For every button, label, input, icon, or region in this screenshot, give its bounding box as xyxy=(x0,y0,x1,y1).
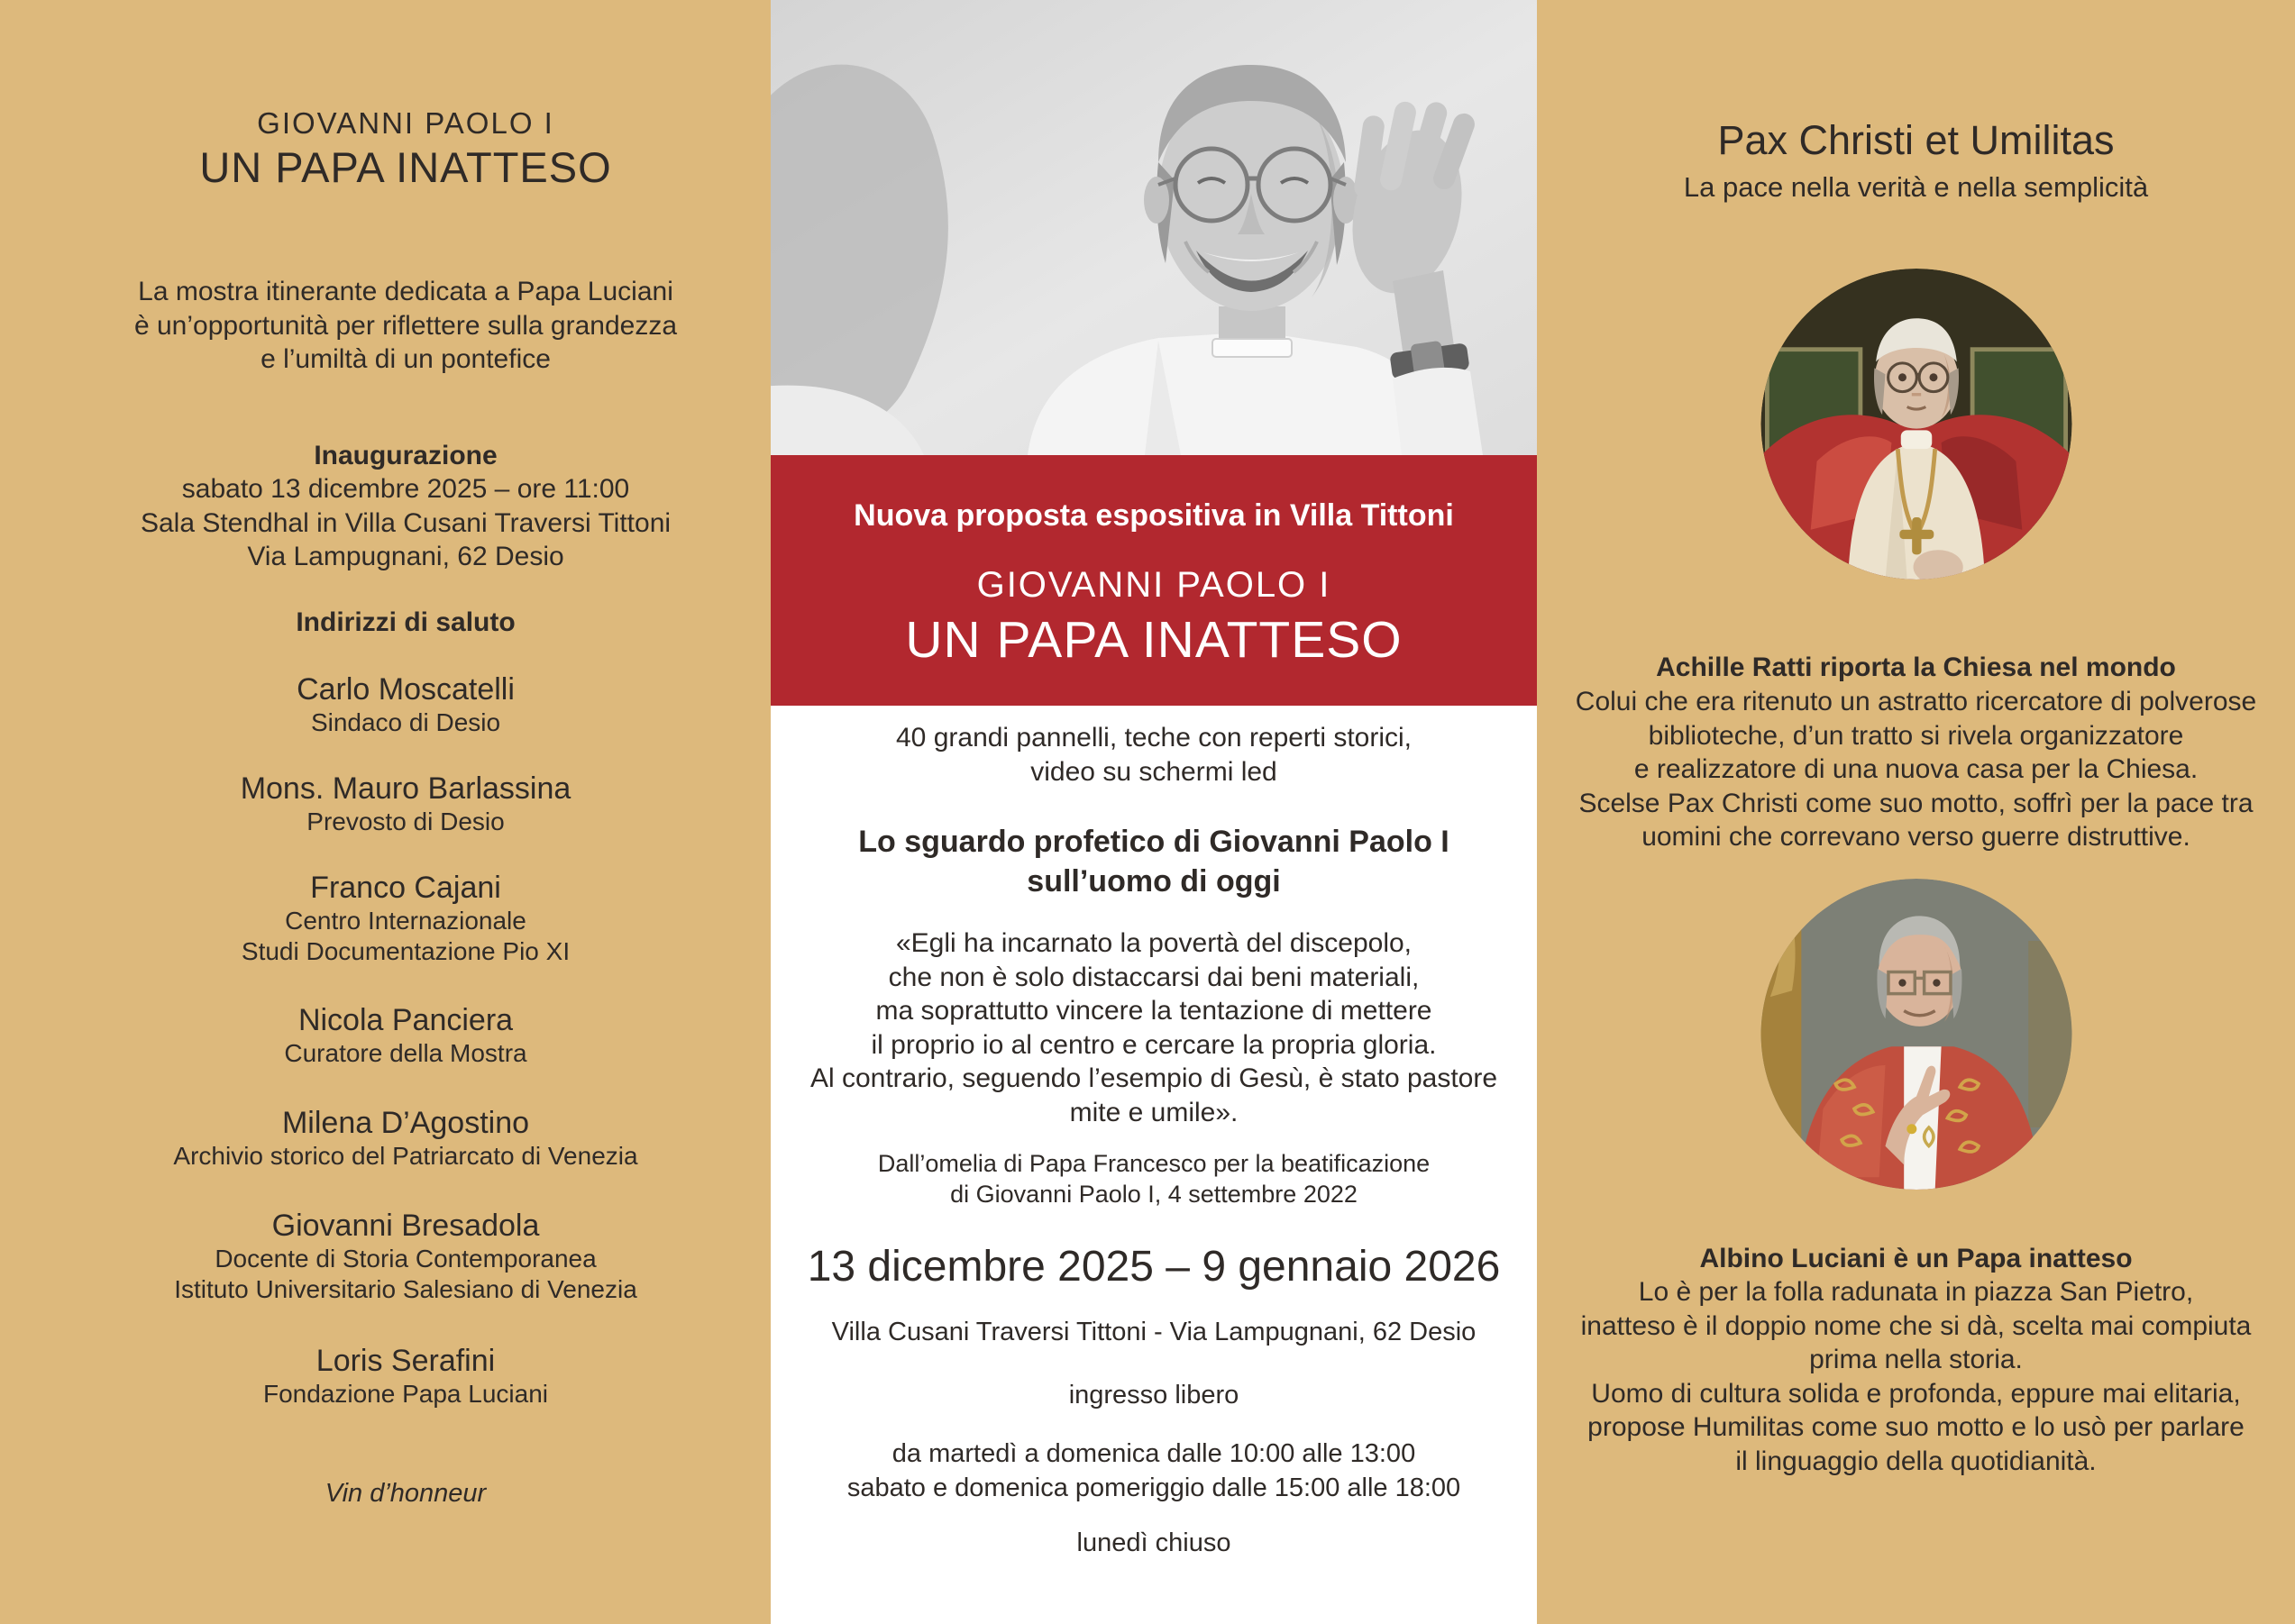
quote-line: il proprio io al centro e cercare la propria gloria. xyxy=(871,1029,1437,1060)
pope-john-paul-i-photo xyxy=(771,0,1537,455)
banner-title-large: UN PAPA INATTESO xyxy=(905,611,1403,669)
albino-luciani-portrait xyxy=(1760,879,2071,1190)
attribution-line: di Giovanni Paolo I, 4 settembre 2022 xyxy=(950,1181,1358,1208)
hours-line: da martedì a domenica dalle 10:00 alle 13:00 xyxy=(891,1439,1416,1468)
admission-note: ingresso libero xyxy=(1068,1381,1239,1410)
speaker-role: Curatore della Mostra xyxy=(284,1039,527,1067)
speaker-role: Prevosto di Desio xyxy=(306,807,505,835)
inauguration-line: sabato 13 dicembre 2025 – ore 11:00 xyxy=(181,474,630,504)
hours-line: sabato e domenica pomeriggio dalle 15:00 alle 18:00 xyxy=(846,1473,1461,1502)
speaker-role: Istituto Universitario Salesiano di Venezia xyxy=(174,1275,637,1303)
right-subtitle: La pace nella verità e nella semplicità xyxy=(1683,171,2149,203)
speaker-role: Studi Documentazione Pio XI xyxy=(241,937,571,965)
speaker-name: Nicola Panciera xyxy=(297,1003,514,1037)
luciani-illustration xyxy=(1760,879,2071,1190)
inauguration-heading: Inaugurazione xyxy=(314,441,498,470)
venue-address: Villa Cusani Traversi Tittoni - Via Lampugnani, 62 Desio xyxy=(831,1318,1477,1346)
left-panel xyxy=(0,0,771,1624)
inauguration-line: Sala Stendhal in Villa Cusani Traversi Tittoni xyxy=(140,507,672,538)
speaker-role: Centro Internazionale xyxy=(285,907,526,935)
speaker-item xyxy=(54,671,757,738)
opening-hours xyxy=(771,1437,1537,1505)
speaker-role: Sindaco di Desio xyxy=(310,708,501,736)
banner-kicker: Nuova proposta espositiva in Villa Tittoni xyxy=(854,498,1454,533)
quote-line: ma soprattutto vincere la tentazione di mettere xyxy=(875,996,1432,1026)
section-text-luciani xyxy=(1555,1275,2277,1478)
section-heading-luciani: Albino Luciani è un Papa inatteso xyxy=(1699,1244,2133,1273)
section-line: Scelse Pax Christi come suo motto, soffrì per la pace tra xyxy=(1578,788,2254,818)
right-title: Pax Christi et Umilitas xyxy=(1717,117,2115,163)
speaker-name: Milena D’Agostino xyxy=(281,1106,530,1140)
subtitle-line: Lo sguardo profetico di Giovanni Paolo I xyxy=(858,825,1449,859)
greetings-heading: Indirizzi di saluto xyxy=(296,607,516,637)
quote-line: «Egli ha incarnato la povertà del discepolo, xyxy=(895,928,1413,958)
exhibition-subtitle xyxy=(771,822,1537,901)
achille-ratti-portrait xyxy=(1760,269,2071,579)
speaker-item xyxy=(54,870,757,967)
speaker-item xyxy=(54,1343,757,1410)
section-line: uomini che correvano verso guerre distruttive. xyxy=(1641,822,2190,852)
speaker-name: Carlo Moscatelli xyxy=(297,672,515,707)
red-banner xyxy=(771,455,1537,706)
speaker-role: Docente di Storia Contemporanea xyxy=(215,1245,597,1273)
inauguration-details xyxy=(54,472,757,574)
pope-photo-illustration xyxy=(771,0,1537,455)
right-panel xyxy=(1537,0,2295,1624)
quote-line: mite e umile». xyxy=(1069,1097,1239,1127)
left-kicker: GIOVANNI PAOLO I xyxy=(257,106,554,140)
features-line: video su schermi led xyxy=(1030,757,1277,787)
quote-line: che non è solo distaccarsi dai beni materiali, xyxy=(888,962,1420,992)
speaker-role: Archivio storico del Patriarcato di Venezia xyxy=(173,1142,638,1170)
speaker-name: Franco Cajani xyxy=(310,871,501,905)
intro-line: e l’umiltà di un pontefice xyxy=(261,344,551,374)
section-line: e realizzatore di una nuova casa per la Chiesa. xyxy=(1633,754,2199,784)
speaker-item xyxy=(54,1105,757,1172)
attribution-line: Dall’omelia di Papa Francesco per la beatificazione xyxy=(877,1150,1431,1177)
intro-paragraph xyxy=(54,275,757,377)
quote-attribution xyxy=(771,1148,1537,1209)
banner-title-small: GIOVANNI PAOLO I xyxy=(976,565,1331,605)
section-text-ratti xyxy=(1555,685,2277,854)
quote-line: Al contrario, seguendo l’esempio di Gesù, è stato pastore xyxy=(809,1063,1498,1093)
left-title: UN PAPA INATTESO xyxy=(199,143,612,191)
pope-francis-quote xyxy=(771,926,1537,1129)
section-line: biblioteche, d’un tratto si rivela organizzatore xyxy=(1648,720,2184,751)
subtitle-line: sull’uomo di oggi xyxy=(1027,864,1281,899)
section-line: il linguaggio della quotidianità. xyxy=(1735,1446,2097,1476)
features-line: 40 grandi pannelli, teche con reperti storici, xyxy=(896,723,1412,753)
speaker-item xyxy=(54,1208,757,1305)
exhibition-dates: 13 dicembre 2025 – 9 gennaio 2026 xyxy=(807,1243,1501,1291)
intro-line: è un’opportunità per riflettere sulla grandezza xyxy=(133,310,678,341)
speaker-name: Giovanni Bresadola xyxy=(271,1209,540,1243)
footer-note: Vin d’honneur xyxy=(325,1479,487,1508)
pius-xi-illustration xyxy=(1760,269,2071,579)
center-panel xyxy=(771,0,1537,1624)
section-line: prima nella storia. xyxy=(1809,1345,2023,1374)
speaker-item xyxy=(54,771,757,837)
exhibition-features xyxy=(771,721,1537,789)
speaker-name: Mons. Mauro Barlassina xyxy=(240,771,571,806)
intro-line: La mostra itinerante dedicata a Papa Luciani xyxy=(138,277,673,306)
section-line: inatteso è il doppio nome che si dà, scelta mai compiuta xyxy=(1580,1310,2252,1341)
speaker-item xyxy=(54,1002,757,1069)
inauguration-line: Via Lampugnani, 62 Desio xyxy=(247,542,564,571)
section-line: propose Humilitas come suo motto e lo usò per parlare xyxy=(1587,1412,2245,1442)
closed-note: lunedì chiuso xyxy=(1076,1528,1231,1557)
section-line: Uomo di cultura solida e profonda, eppure mai elitaria, xyxy=(1591,1378,2241,1409)
section-heading-ratti: Achille Ratti riporta la Chiesa nel mondo xyxy=(1656,652,2176,682)
section-line: Colui che era ritenuto un astratto ricercatore di polverose xyxy=(1575,687,2257,716)
speaker-role: Fondazione Papa Luciani xyxy=(262,1380,548,1408)
speaker-name: Loris Serafini xyxy=(315,1344,496,1378)
section-line: Lo è per la folla radunata in piazza San Pietro, xyxy=(1638,1277,2194,1307)
